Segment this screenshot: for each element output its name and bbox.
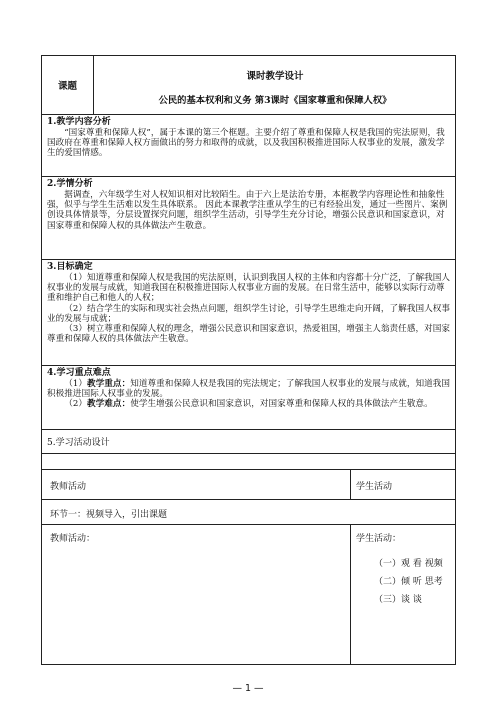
spacer-row [42, 454, 455, 470]
key-text: 知道尊重和保障人权是我国的宪法规定；了解我国人权事业的发展与成就，知道我国积极推进国际人权事业的发展。 [47, 379, 451, 400]
difficulty-prefix: （2） [64, 399, 87, 410]
segment-row [42, 500, 455, 525]
activity-detail-row [42, 525, 455, 665]
design-title: 课时教学设计 [246, 71, 304, 82]
student-activity-item: （一）观 看 视频 [374, 559, 443, 569]
student-activity-label: 学生活动： [356, 534, 402, 544]
key-prefix: （1） [64, 379, 87, 389]
section-content-analysis [42, 115, 455, 177]
header-row [42, 56, 455, 115]
difficulty-point [47, 399, 452, 409]
student-activity-item: （三）谈 谈 [374, 595, 422, 605]
section-goals [42, 260, 455, 366]
section-key-points [42, 366, 455, 430]
key-point [47, 379, 452, 399]
lesson-subtitle: 公民的基本权利和义务 第3课时《国家尊重和保障人权》 [158, 95, 392, 106]
page-number: — 1 — [232, 683, 264, 694]
teacher-activity-label: 教师活动： [50, 534, 96, 544]
section-heading: 5.学习活动设计 [47, 438, 110, 448]
difficulty-label: 教学难点： [87, 399, 131, 410]
section-text: 据调查，六年级学生对人权知识相对比较陌生。由于六上是法治专册，本框教学内容理论性和抽象性强，似乎与学生生活难以发生具体联系。 因此本课教学注重从学生的已有经验出发，通过一些图片、案例创设具体情景等，分层设置探究问题，组织学生活动，引导学生充分讨论，增强公民意识和国家意识，对国家尊重和保障人权的具体做法产生敬意。 [47, 190, 448, 231]
segment-title: 环节一：视频导入，引出课题 [50, 510, 168, 520]
student-activity-header: 学生活动 [356, 482, 393, 492]
section-heading: 1.教学内容分析 [47, 117, 111, 127]
activity-columns-row [42, 470, 455, 500]
key-label: 教学重点： [87, 379, 131, 389]
student-activity-list [356, 557, 450, 608]
section-learner-analysis [42, 177, 455, 260]
goal-item: （3）树立尊重和保障人权的理念，增强公民意识和国家意识，热爱祖国，增强主人翁责任感，对国家尊重和保障人权的具体做法产生敬意。 [47, 324, 451, 345]
section-text: “国家尊重和保障人权”，属于本课的第三个框题。主要介绍了尊重和保障人权是我国的宪法原则，我国政府在尊重和保障人权方面做出的努力和取得的成就，以及我国积极推进国际人权事业的发展，激发学生的爱国情感。 [47, 128, 445, 159]
student-activity-item: （二）倾 听 思考 [374, 577, 443, 587]
goal-item: （2）结合学生的实际和现实社会热点问题，组织学生讨论，引导学生思维走向开阔，了解我国人权事业的发展与成就； [47, 303, 451, 324]
goal-item: （1）知道尊重和保障人权是我国的宪法原则，认识到我国人权的主体和内容都十分广泛，了解我国人权事业的发展与成就，知道我国在积极推进国际人权事业方面的发展。在日常生活中，能够以实际行动尊重和维护自己和他人的人权； [47, 273, 451, 304]
section-heading: 3.目标确定 [47, 262, 93, 272]
section-heading: 4.学习重点难点 [47, 368, 111, 378]
difficulty-text: 使学生增强公民意识和国家意识，对国家尊重和保障人权的具体做法产生敬意。 [130, 399, 433, 410]
teacher-activity-header: 教师活动 [50, 482, 87, 492]
lesson-plan-table [41, 55, 456, 665]
topic-label: 课题 [57, 81, 77, 92]
section-heading: 2.学情分析 [47, 179, 93, 189]
section-activity-design [42, 430, 455, 454]
